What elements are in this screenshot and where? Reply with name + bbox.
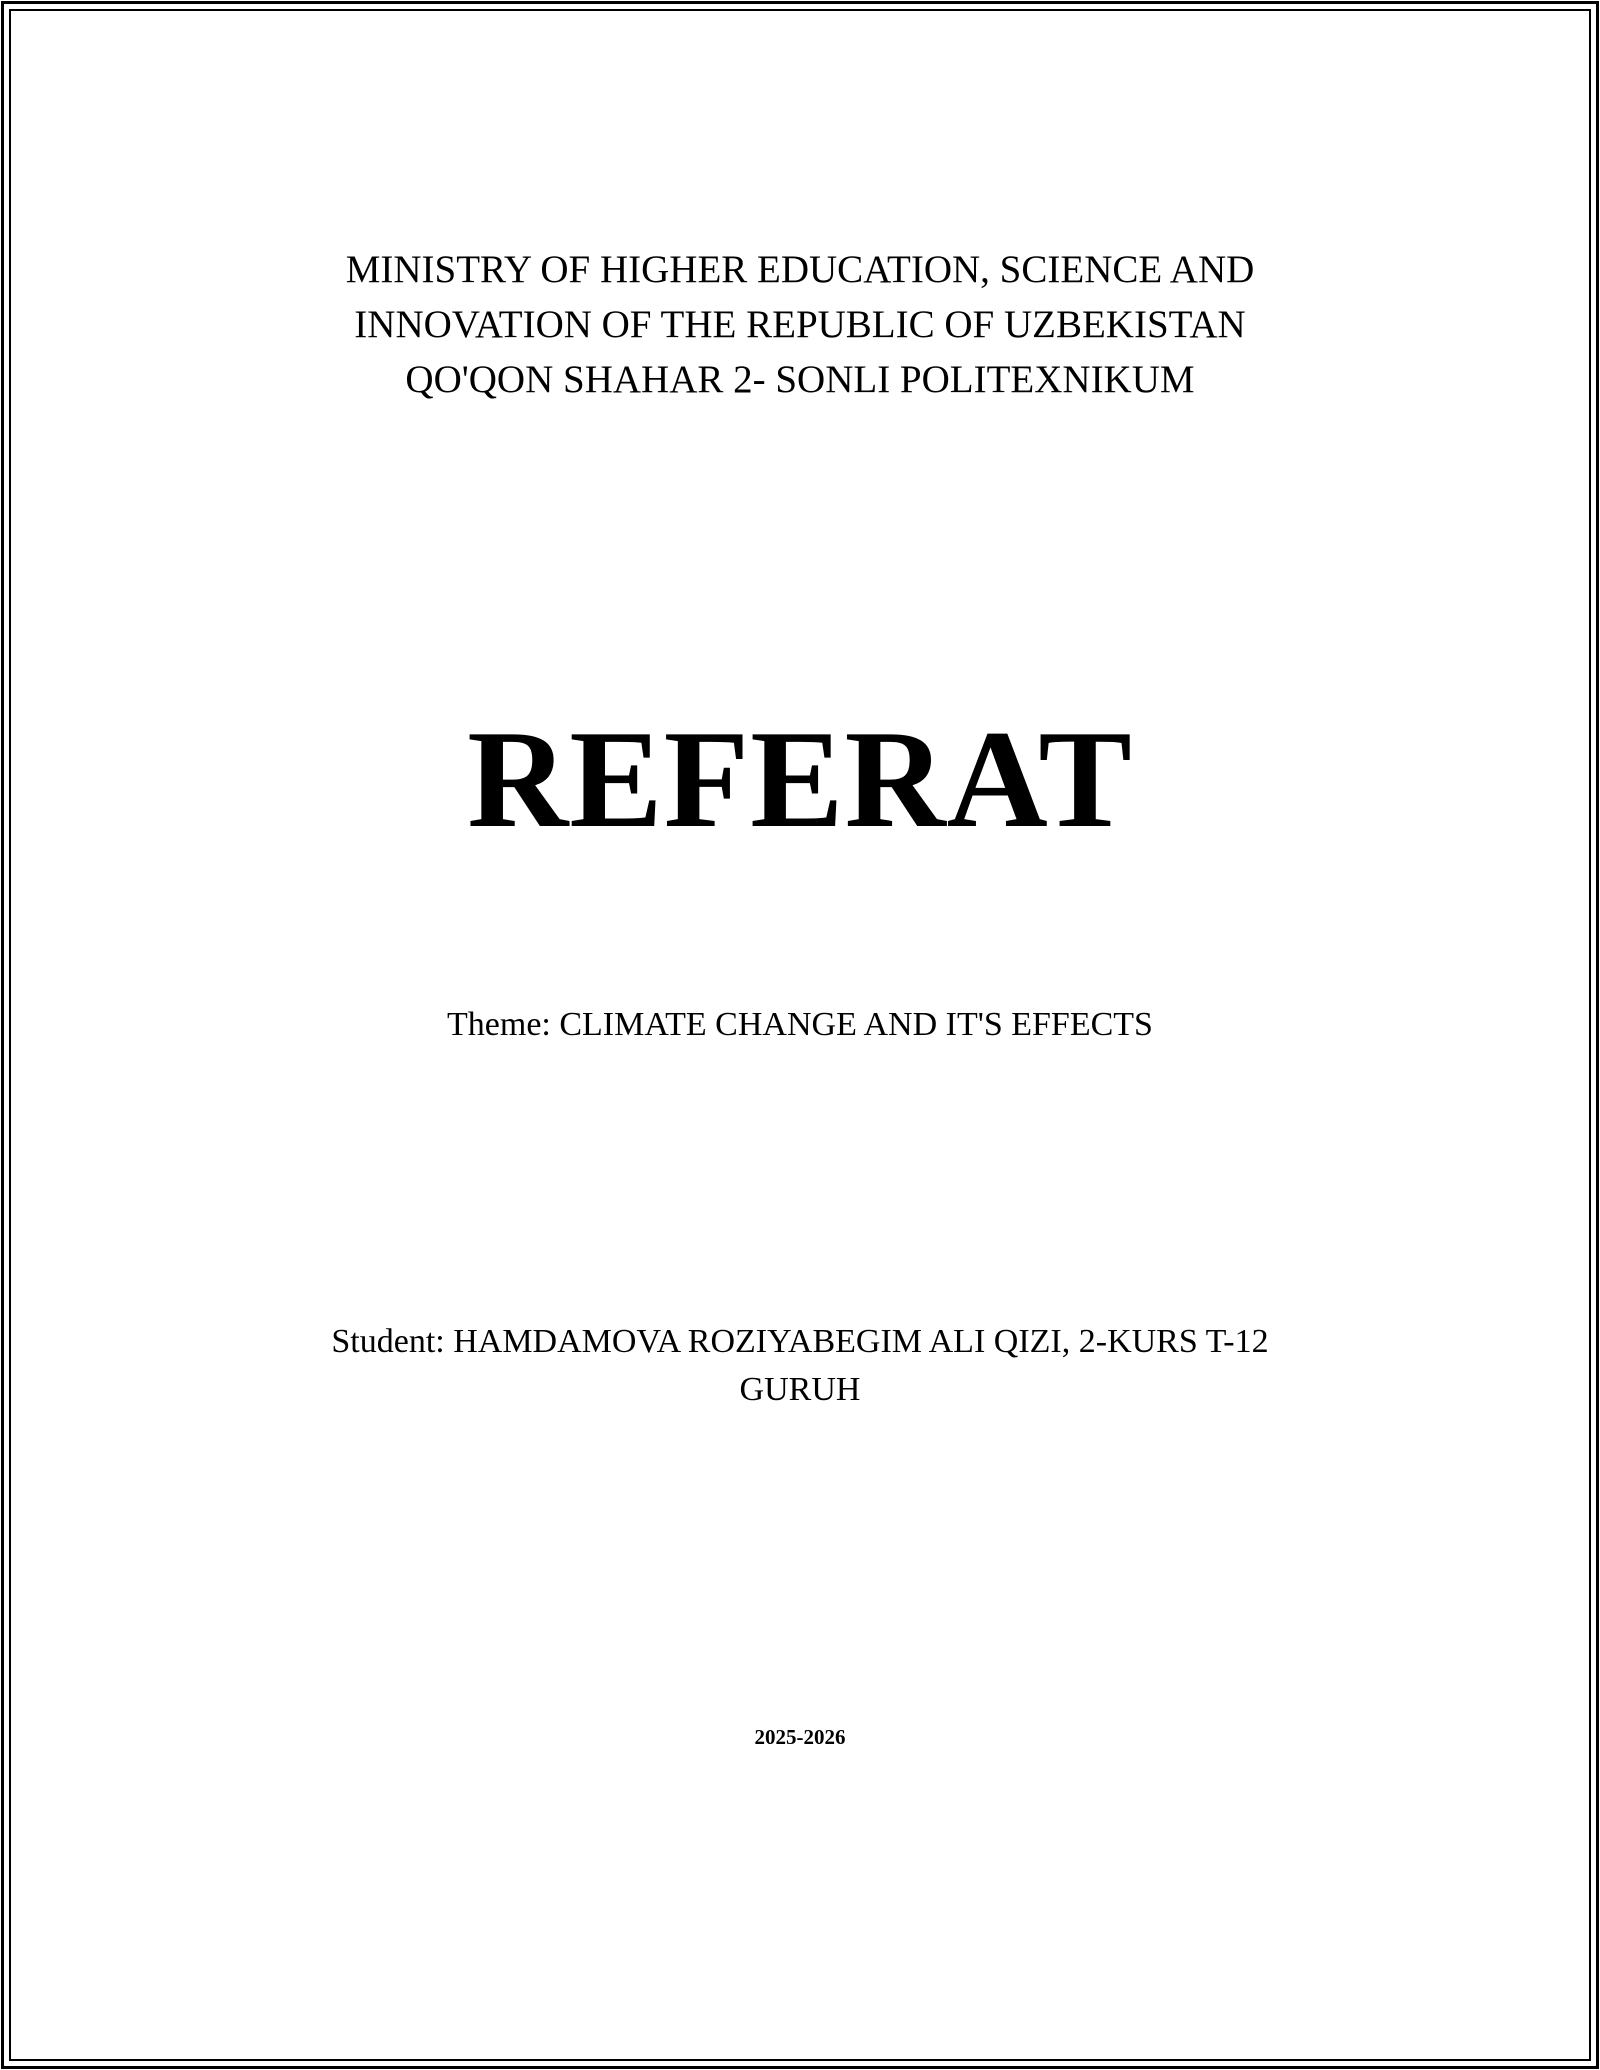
- academic-year: 2025-2026: [754, 1725, 846, 1749]
- student-line-1: Student: HAMDAMOVA ROZIYABEGIM ALI QIZI, 2-KURS T-12: [331, 1323, 1269, 1360]
- student-line-2: GURUH: [739, 1371, 861, 1408]
- student-info: [0, 1318, 1600, 1414]
- document-theme: Theme: CLIMATE CHANGE AND IT'S EFFECTS: [447, 1006, 1153, 1043]
- ministry-line-3: QO'QON SHAHAR 2- SONLI POLITEXNIKUM: [405, 358, 1195, 401]
- ministry-line-2: INNOVATION OF THE REPUBLIC OF UZBEKISTAN: [354, 303, 1246, 346]
- ministry-line-1: MINISTRY OF HIGHER EDUCATION, SCIENCE AND: [345, 248, 1255, 291]
- ministry-heading: [0, 242, 1600, 407]
- document-title: REFERAT: [467, 702, 1133, 857]
